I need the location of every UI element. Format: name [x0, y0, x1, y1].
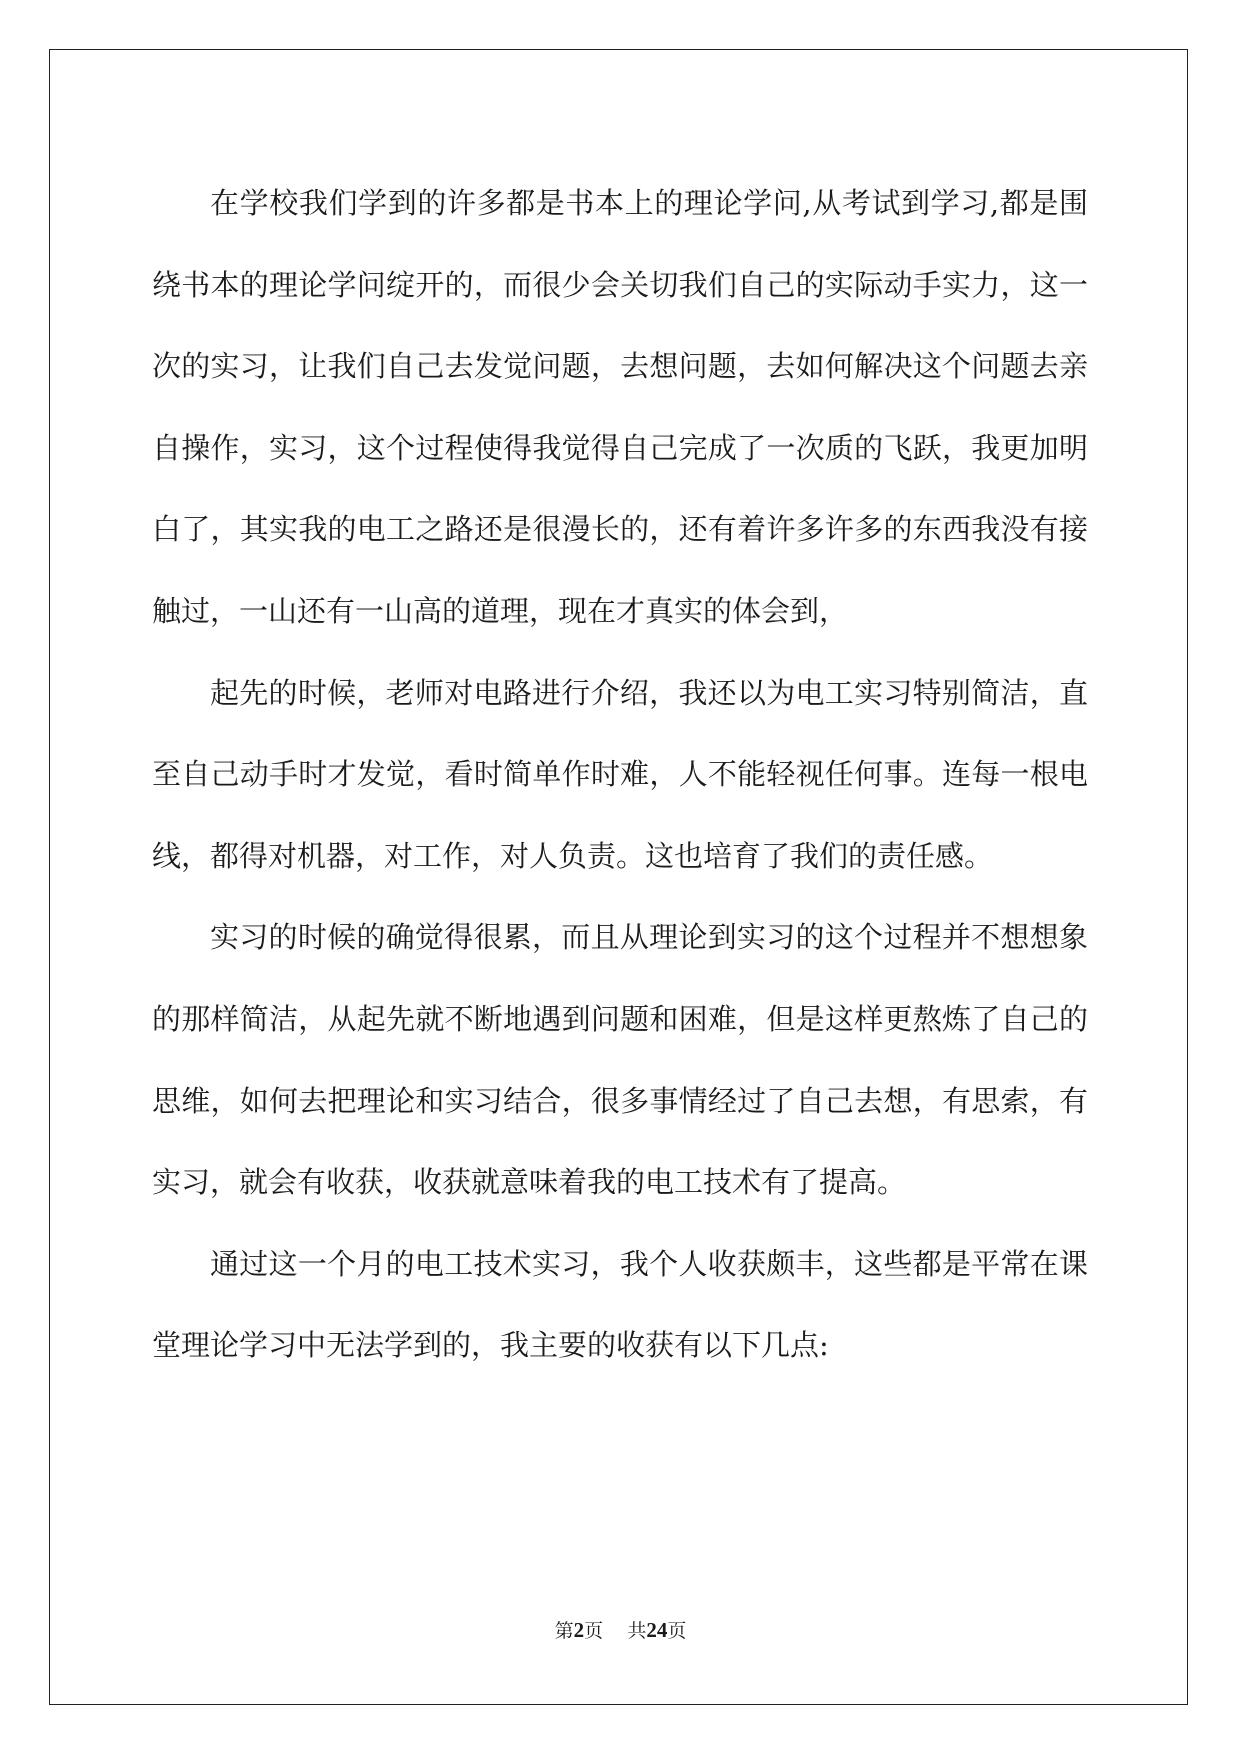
total-prefix: 共 [627, 1620, 647, 1642]
page-suffix: 页 [584, 1620, 604, 1642]
total-suffix: 页 [667, 1620, 687, 1642]
paragraph: 起先的时候，老师对电路进行介绍，我还以为电工实习特别简洁，直至自己动手时才发觉，看时简单作时难，人不能轻视任何事。连每一根电线，都得对机器，对工作，对人负责。这也培育了我们的责任感。 [152, 675, 1088, 873]
paragraph: 在学校我们学到的许多都是书本上的理论学问,从考试到学习,都是围绕书本的理论学问绽开的，而很少会关切我们自己的实际动手实力，这一次的实习，让我们自己去发觉问题，去想问题，去如何解决这个问题去亲自操作，实习，这个过程使得我觉得自己完成了一次质的飞跃，我更加明白了，其实我的电工之路还是很漫长的，还有着许多许多的东西我没有接触过，一山还有一山高的道理，现在才真实的体会到， [152, 186, 1088, 628]
document-body [152, 163, 1088, 1387]
paragraph: 实习的时候的确觉得很累，而且从理论到实习的这个过程并不想想象的那样简洁，从起先就不断地遇到问题和困难，但是这样更熬炼了自己的思维，如何去把理论和实习结合，很多事情经过了自己去想，有思索，有实习，就会有收获，收获就意味着我的电工技术有了提高。 [152, 920, 1088, 1200]
page-footer [0, 1616, 1241, 1643]
page-number: 2 [573, 1618, 585, 1642]
paragraph: 通过这一个月的电工技术实习，我个人收获颇丰，这些都是平常在课堂理论学习中无法学到的，我主要的收获有以下几点: [152, 1246, 1088, 1363]
total-pages: 24 [646, 1618, 668, 1642]
page-prefix: 第 [554, 1620, 574, 1642]
